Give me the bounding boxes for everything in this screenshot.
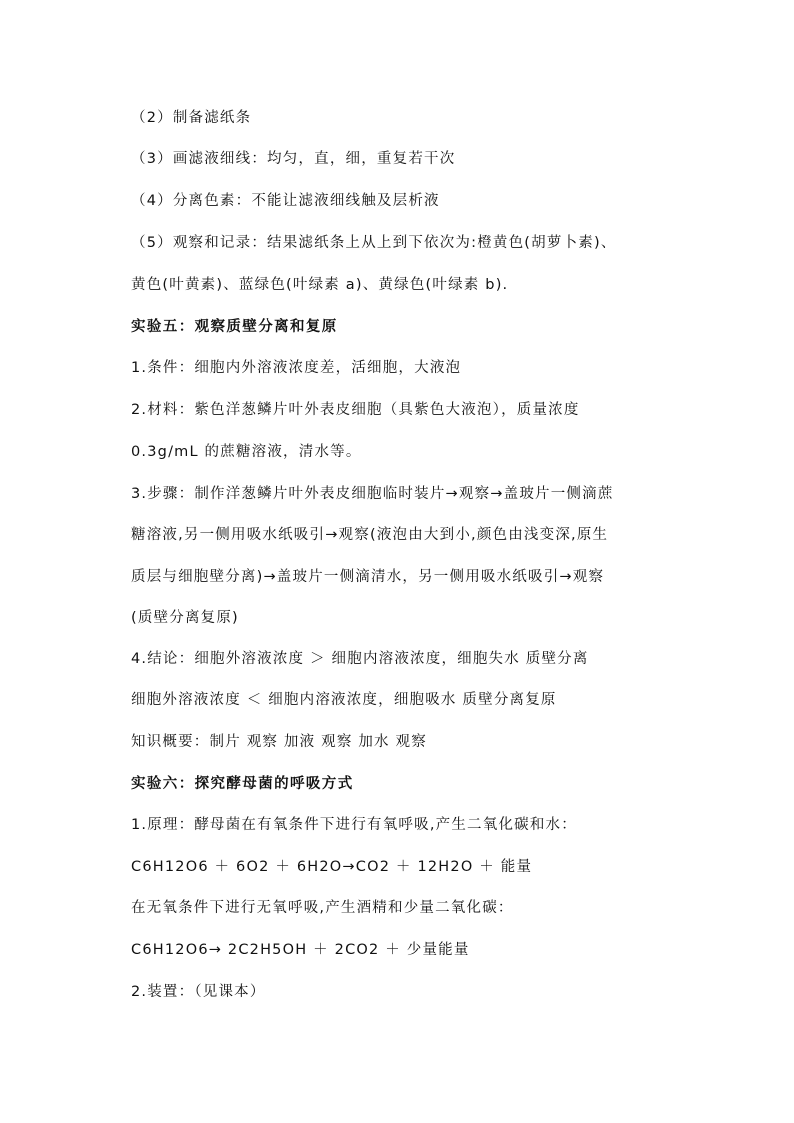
exp5-steps-continued-3: (质壁分离复原) [131, 610, 239, 626]
exp6-anaerobic-description: 在无氧条件下进行无氧呼吸,产生酒精和少量二氧化碳： [131, 900, 514, 916]
exp5-steps-continued-1: 糖溶液,另一侧用吸水纸吸引→观察(液泡由大到小,颜色由浅变深,原生 [131, 527, 609, 543]
step-5-observe-record: （5）观察和记录：结果滤纸条上从上到下依次为:橙黄色(胡萝卜素)、 [131, 235, 617, 251]
exp6-apparatus: 2.装置：（见课本） [131, 984, 266, 1000]
exp5-steps-continued-2: 质层与细胞壁分离)→盖玻片一侧滴清水，另一侧用吸水纸吸引→观察 [131, 569, 605, 585]
experiment-5-heading: 实验五：观察质壁分离和复原 [131, 319, 338, 335]
exp5-conclusion-2: 细胞外溶液浓度 ＜ 细胞内溶液浓度，细胞吸水 质壁分离复原 [131, 692, 557, 708]
exp5-materials-continued: 0.3g/mL 的蔗糖溶液，清水等。 [131, 444, 362, 460]
step-5-continued: 黄色(叶黄素)、蓝绿色(叶绿素 a)、黄绿色(叶绿素 b). [131, 277, 509, 293]
exp5-condition: 1.条件：细胞内外溶液浓度差，活细胞，大液泡 [131, 360, 462, 376]
exp5-conclusion-1: 4.结论：细胞外溶液浓度 ＞ 细胞内溶液浓度，细胞失水 质壁分离 [131, 651, 589, 667]
step-4-separate-pigments: （4）分离色素：不能让滤液细线触及层析液 [131, 193, 440, 209]
exp5-steps: 3.步骤：制作洋葱鳞片叶外表皮细胞临时装片→观察→盖玻片一侧滴蔗 [131, 486, 614, 502]
exp6-anaerobic-equation: C6H12O6→ 2C2H5OH ＋ 2CO2 ＋ 少量能量 [131, 942, 470, 958]
step-3-draw-filtrate-line: （3）画滤液细线：均匀，直，细，重复若干次 [131, 151, 456, 167]
step-2-prepare-filter-paper: （2）制备滤纸条 [131, 110, 252, 126]
exp6-aerobic-equation: C6H12O6 ＋ 6O2 ＋ 6H2O→CO2 ＋ 12H2O ＋ 能量 [131, 859, 533, 875]
exp5-summary: 知识概要：制片 观察 加液 观察 加水 观察 [131, 734, 427, 750]
exp6-principle: 1.原理：酵母菌在有氧条件下进行有氧呼吸,产生二氧化碳和水： [131, 817, 577, 833]
exp5-materials: 2.材料：紫色洋葱鳞片叶外表皮细胞（具紫色大液泡），质量浓度 [131, 402, 580, 418]
experiment-6-heading: 实验六：探究酵母菌的呼吸方式 [131, 776, 354, 792]
